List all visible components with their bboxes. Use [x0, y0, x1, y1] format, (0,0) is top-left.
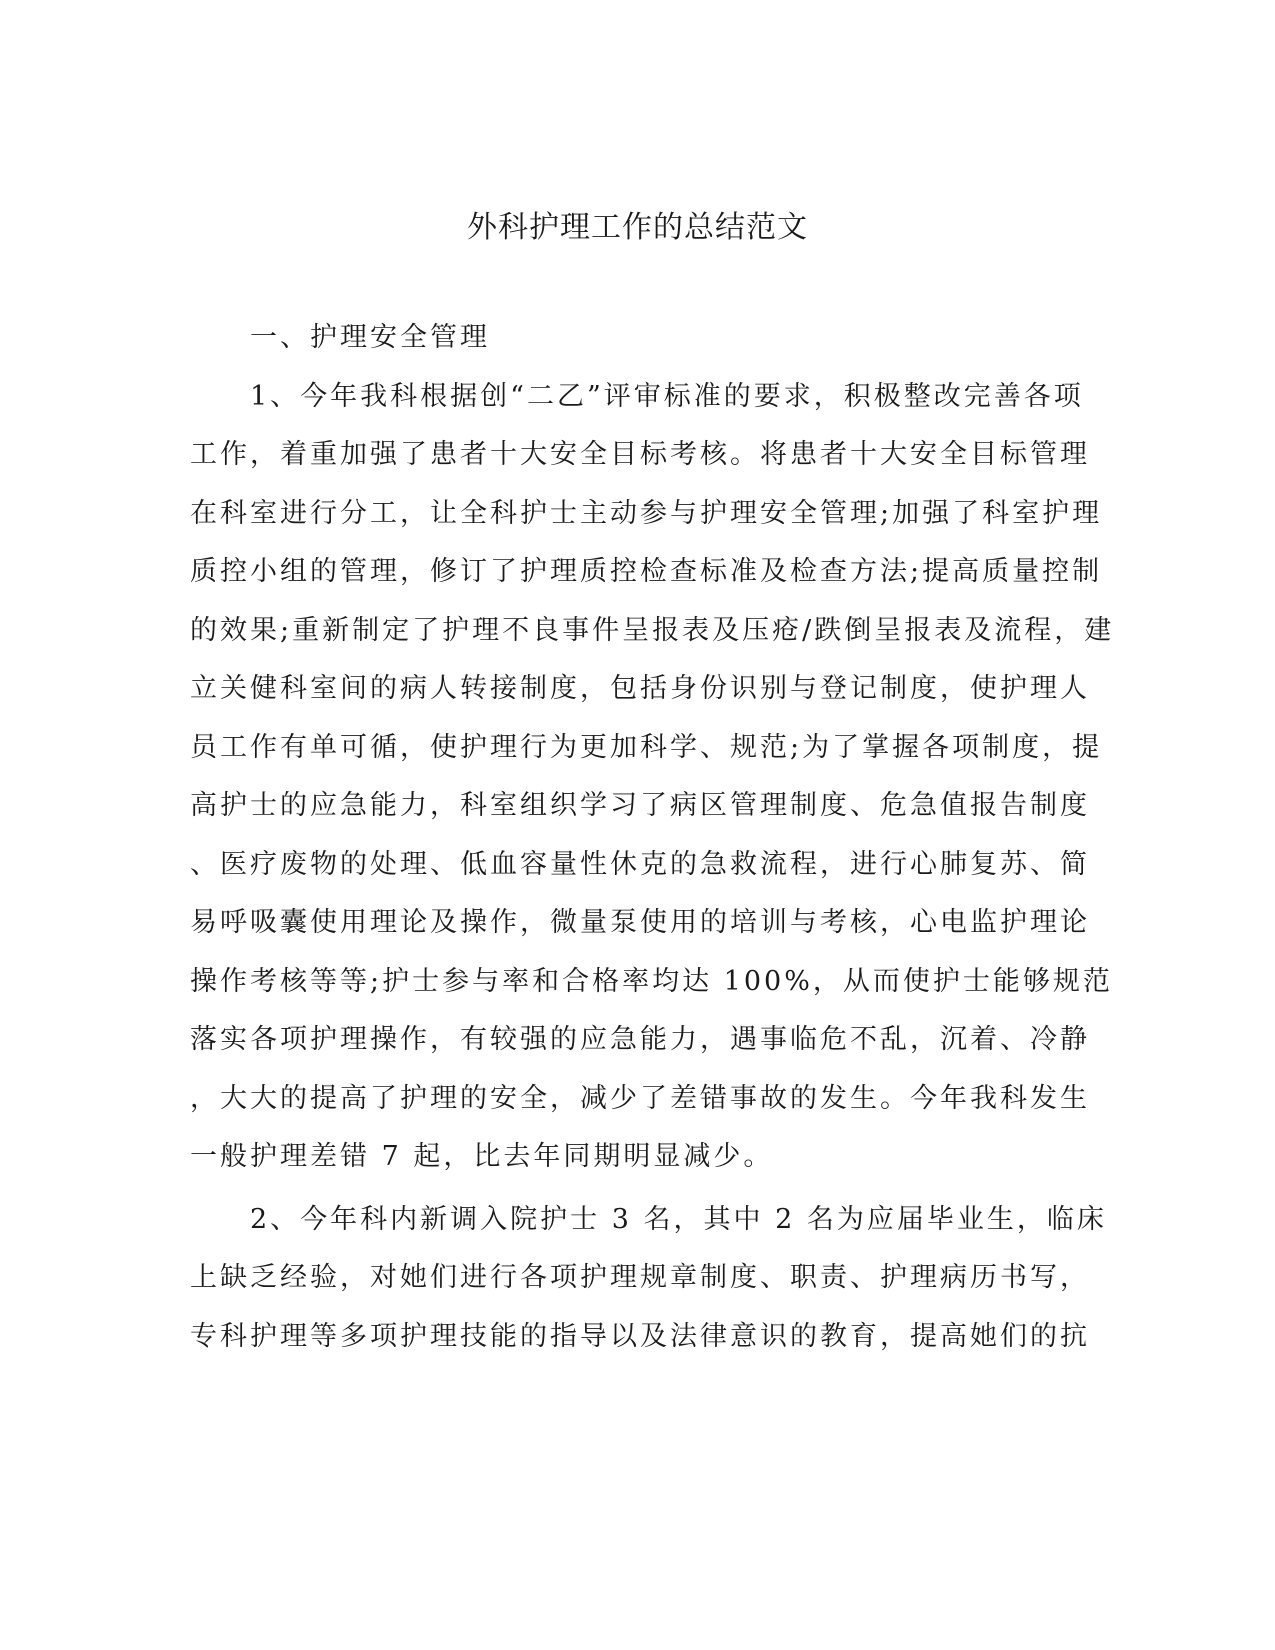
document-title: 外科护理工作的总结范文	[467, 210, 808, 245]
paragraph-line: 员工作有单可循，使护理行为更加科学、规范;为了掌握各项制度，提	[190, 732, 1103, 763]
paragraph-line: 质控小组的管理，修订了护理质控检查标准及检查方法;提高质量控制	[190, 556, 1103, 587]
paragraph-line: ，大大的提高了护理的安全，减少了差错事故的发生。今年我科发生	[190, 1083, 1090, 1114]
paragraph-line: 在科室进行分工，让全科护士主动参与护理安全管理;加强了科室护理	[190, 498, 1103, 529]
paragraph-line: 立关健科室间的病人转接制度，包括身份识别与登记制度，使护理人	[190, 673, 1090, 704]
paragraph-line: 工作，着重加强了患者十大安全目标考核。将患者十大安全目标管理	[190, 439, 1090, 470]
paragraph-line: 、医疗废物的处理、低血容量性休克的急救流程，进行心肺复苏、简	[190, 849, 1090, 880]
paragraph-line: 1、今年我科根据创“二乙”评审标准的要求，积极整改完善各项	[250, 381, 1084, 412]
paragraph-line: 落实各项护理操作，有较强的应急能力，遇事临危不乱，沉着、冷静	[190, 1024, 1090, 1055]
paragraph-line: 的效果;重新制定了护理不良事件呈报表及压疮/跌倒呈报表及流程，建	[190, 615, 1115, 646]
paragraph-line: 易呼吸囊使用理论及操作，微量泵使用的培训与考核，心电监护理论	[190, 907, 1090, 938]
paragraph-line: 一般护理差错 7 起，比去年同期明显减少。	[190, 1141, 774, 1172]
paragraph-line: 上缺乏经验，对她们进行各项护理规章制度、职责、护理病历书写，	[190, 1262, 1090, 1293]
paragraph-line: 专科护理等多项护理技能的指导以及法律意识的教育，提高她们的抗	[190, 1321, 1090, 1352]
paragraph-line: 操作考核等等;护士参与率和合格率均达 100%，从而使护士能够规范	[190, 966, 1113, 997]
section-heading: 一、护理安全管理	[250, 322, 490, 353]
paragraph-line: 高护士的应急能力，科室组织学习了病区管理制度、危急值报告制度	[190, 790, 1090, 821]
paragraph-line: 2、今年科内新调入院护士 3 名，其中 2 名为应届毕业生，临床	[250, 1204, 1107, 1235]
